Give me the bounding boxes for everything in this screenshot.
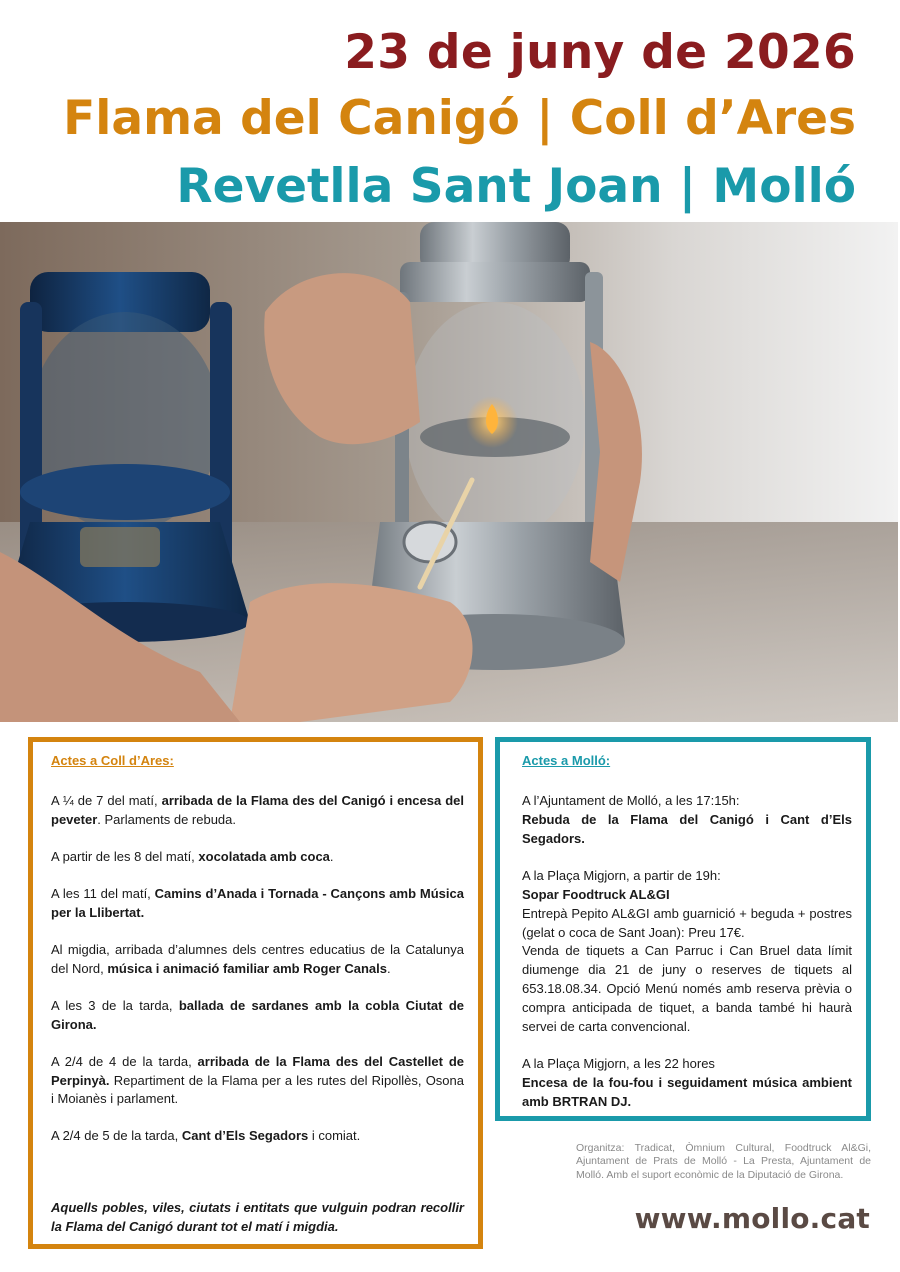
lanterns-illustration [0,222,898,722]
event-title-flama: Flama del Canigó | Coll d’Ares [63,91,856,146]
item-highlight: ballada de sardanes amb la cobla Ciutat de Girona. [51,997,465,1032]
mollo-block3-line: A la Plaça Migjorn, a les 22 hores [522,1056,715,1072]
website-link[interactable]: www.mollo.cat [634,1202,870,1235]
item-highlight: Encesa de la fou-fou i seguidament música ambient amb BRTRAN DJ. [522,1074,852,1109]
item-text: A les 3 de la tarda, [51,997,179,1013]
coll-ares-item [51,1127,464,1146]
mollo-block2-text1: Entrepà Pepito AL&GI amb guarnició + beguda + postres (gelat o coca de Sant Joan): Preu 17€. [522,905,852,940]
item-highlight: Rebuda de la Flama del Canigó i Cant d’Els Segadors. [522,811,852,846]
item-text: i comiat. [308,1128,361,1144]
lanterns-photo [0,222,898,722]
coll-ares-closing: Aquells pobles, viles, ciutats i entitats que vulguin podran recollir la Flama del Canigó durant tot el matí i migdia. [51,1200,464,1234]
coll-ares-item [51,792,464,829]
item-highlight: arribada de la Flama des del Castellet de Perpinyà. [51,1053,464,1088]
mollo-block2-bold [522,886,852,905]
event-date: 23 de juny de 2026 [344,25,856,80]
item-text: A ¼ de 7 del matí, [51,793,162,808]
item-text: A les 11 del matí, [51,886,155,902]
mollo-title: Actes a Molló: [522,753,611,768]
item-highlight: Cant d’Els Segadors [181,1128,309,1144]
mollo-block1-bold [522,811,852,849]
item-text: . [386,960,391,976]
item-highlight: Camins d’Anada i Tornada - Cançons amb Música per la Llibertat. [51,886,464,920]
item-text: Al migdia, arribada d’alumnes dels centres educatius de la Catalunya del Nord, [51,942,464,976]
coll-ares-item [51,1053,464,1109]
item-text: Repartiment de la Flama per a les rutes del Ripollès, Osona i Moianès i parlament. [51,1072,464,1107]
item-text: A partir de les 8 del matí, [51,848,199,864]
mollo-block1-line: A l’Ajuntament de Molló, a les 17:15h: [522,793,740,808]
mollo-block2-text2: Venda de tiquets a Can Parruc i Can Bruel data límit diumenge dia 21 de juny o reserves de tiquets al 653.18.08.34. Opció Menú només amb reserva prèvia o compra anticipada de tiquet, a banda també hi haurà servei de carta convencional. [522,943,852,1034]
item-text: . [329,848,334,864]
organizers-text: Organitza: Tradicat, Òmnium Cultural, Foodtruck Al&Gi, Ajuntament de Prats de Molló - La Presta, Ajuntament de Molló. Amb el suport econòmic de la Diputació de Girona. [576,1142,871,1181]
coll-ares-item [51,941,464,978]
coll-ares-item [51,848,464,867]
coll-ares-title: Actes a Coll d’Ares: [51,753,174,768]
item-text: . Parlaments de rebuda. [97,811,236,827]
coll-ares-item [51,997,464,1034]
item-text: A 2/4 de 4 de la tarda, [51,1053,198,1069]
mollo-block2-line: A la Plaça Migjorn, a partir de 19h: [522,868,721,884]
item-highlight: arribada de la Flama des del Canigó i encesa del peveter [51,793,464,827]
coll-ares-item [51,885,464,922]
item-highlight: Sopar Foodtruck AL&GI [522,886,670,902]
poster-header [0,22,900,218]
item-highlight: xocolatada amb coca [198,848,330,864]
item-text: A 2/4 de 5 de la tarda, [51,1128,182,1144]
mollo-box [495,737,871,1121]
mollo-block3-bold [522,1074,852,1112]
event-title-revetlla: Revetlla Sant Joan | Molló [176,159,856,214]
coll-ares-box [28,737,483,1249]
item-highlight: música i animació familiar amb Roger Canals [107,960,387,976]
